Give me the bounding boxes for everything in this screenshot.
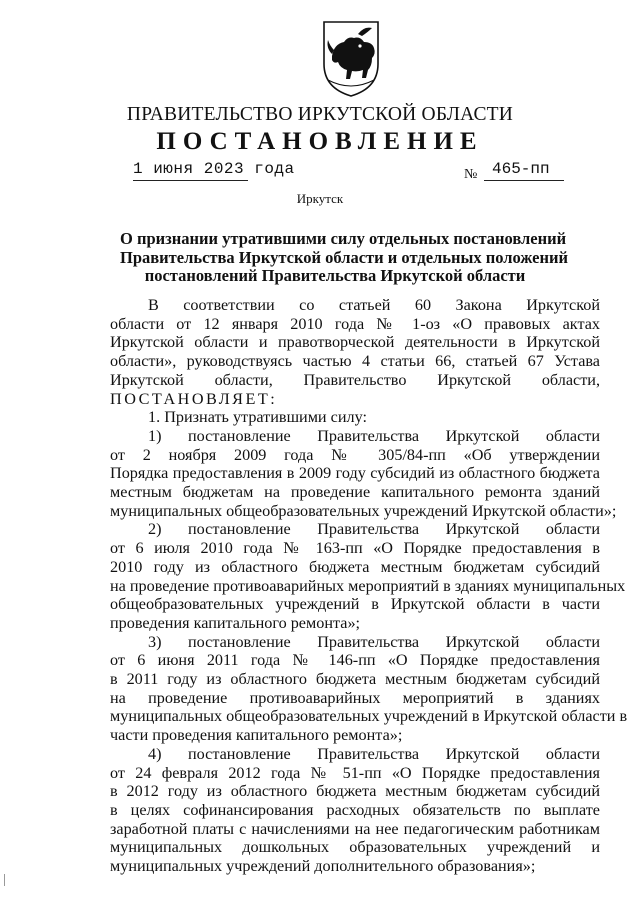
preamble-line: В соответствии со статьей 60 Закона Иркутской (148, 296, 600, 314)
government-name: ПРАВИТЕЛЬСТВО ИРКУТСКОЙ ОБЛАСТИ (126, 104, 514, 125)
item-line: в 2011 году из областного бюджета местным бюджетам субсидий (110, 670, 600, 689)
list-item-1 (110, 426, 617, 521)
document-number: 465-пп (492, 160, 550, 178)
item-line: местным бюджетам на проведение капитального ремонта зданий (110, 483, 600, 502)
list-item-2 (110, 520, 626, 632)
number-underline (484, 180, 564, 181)
preamble-line: Иркутской области и правотворческой деятельности в Иркутской (110, 333, 600, 352)
item-line: муниципальных учреждений дополнительного образования»; (110, 857, 536, 876)
list-item-3 (110, 632, 628, 745)
item-line: проведения капитального ремонта»; (110, 613, 361, 632)
document-date: 1 июня 2023 года (133, 160, 295, 178)
number-sign: № (464, 167, 478, 182)
item-line: заработной платы с начислениями на нее педагогическим работникам (110, 819, 600, 838)
item-line: 4) постановление Правительства Иркутской области (148, 744, 600, 763)
item-line: муниципальных общеобразовательных учреждений Иркутской области»; (110, 501, 617, 520)
margin-mark (4, 874, 5, 886)
decrees-word: ПОСТАНОВЛЯЕТ: (110, 389, 278, 408)
item-line: в 2012 году из областного бюджета местным бюджетам субсидий (110, 782, 600, 801)
city: Иркутск (296, 191, 344, 206)
preamble-line: области от 12 января 2010 года № 1-оз «О правовых актах (110, 314, 600, 333)
item-line: части проведения капитального ремонта»; (110, 726, 403, 745)
coat-of-arms-emblem (318, 18, 384, 98)
document-type: ПОСТАНОВЛЕНИЕ (156, 128, 484, 155)
preamble (110, 296, 600, 408)
item-line: от 2 ноября 2009 года № 305/84-пп «Об утверждении (110, 445, 600, 464)
item-line: 1) постановление Правительства Иркутской области (148, 426, 600, 445)
document-body (110, 296, 628, 876)
item-line: 2) постановление Правительства Иркутской области (148, 520, 600, 539)
preamble-line: Иркутской области, Правительство Иркутской области, (110, 370, 600, 389)
item-line: от 24 февраля 2012 года № 51-пп «О Порядке предоставления (110, 763, 600, 782)
item-line: на проведение противоаварийных мероприятий в зданиях (110, 688, 600, 707)
title-line: постановлений Правительства Иркутской области (144, 266, 526, 285)
preamble-line: области», руководствуясь частью 4 статьи 66, статьей 67 Устава (110, 352, 600, 371)
document-title (120, 229, 568, 286)
item-line: от 6 июня 2011 года № 146-пп «О Порядке предоставления (110, 651, 600, 670)
item-line: муниципальных дошкольных образовательных учреждений и (110, 838, 600, 857)
item-line: муниципальных общеобразовательных учреждений в Иркутской области в (110, 707, 628, 726)
list-item-4 (110, 745, 600, 876)
item-line: Порядка предоставления в 2009 году субсидий из областного бюджета (110, 464, 600, 483)
item-line: от 6 июля 2010 года № 163-пп «О Порядке предоставления в (110, 539, 600, 558)
title-line: О признании утратившими силу отдельных постановлений (120, 229, 567, 248)
point-1: 1. Признать утратившими силу: (148, 408, 367, 427)
item-line: 2010 году из областного бюджета местным бюджетам субсидий (110, 557, 600, 576)
title-line: Правительства Иркутской области и отдельных положений (120, 247, 568, 267)
date-underline (133, 180, 248, 181)
item-line: в целях софинансирования расходных обязательств по выплате (110, 800, 600, 819)
item-line: 3) постановление Правительства Иркутской области (148, 632, 600, 651)
item-line: общеобразовательных учреждений в Иркутской области в части (110, 595, 600, 614)
item-line: на проведение противоаварийных мероприятий в зданиях муниципальных (110, 576, 626, 595)
